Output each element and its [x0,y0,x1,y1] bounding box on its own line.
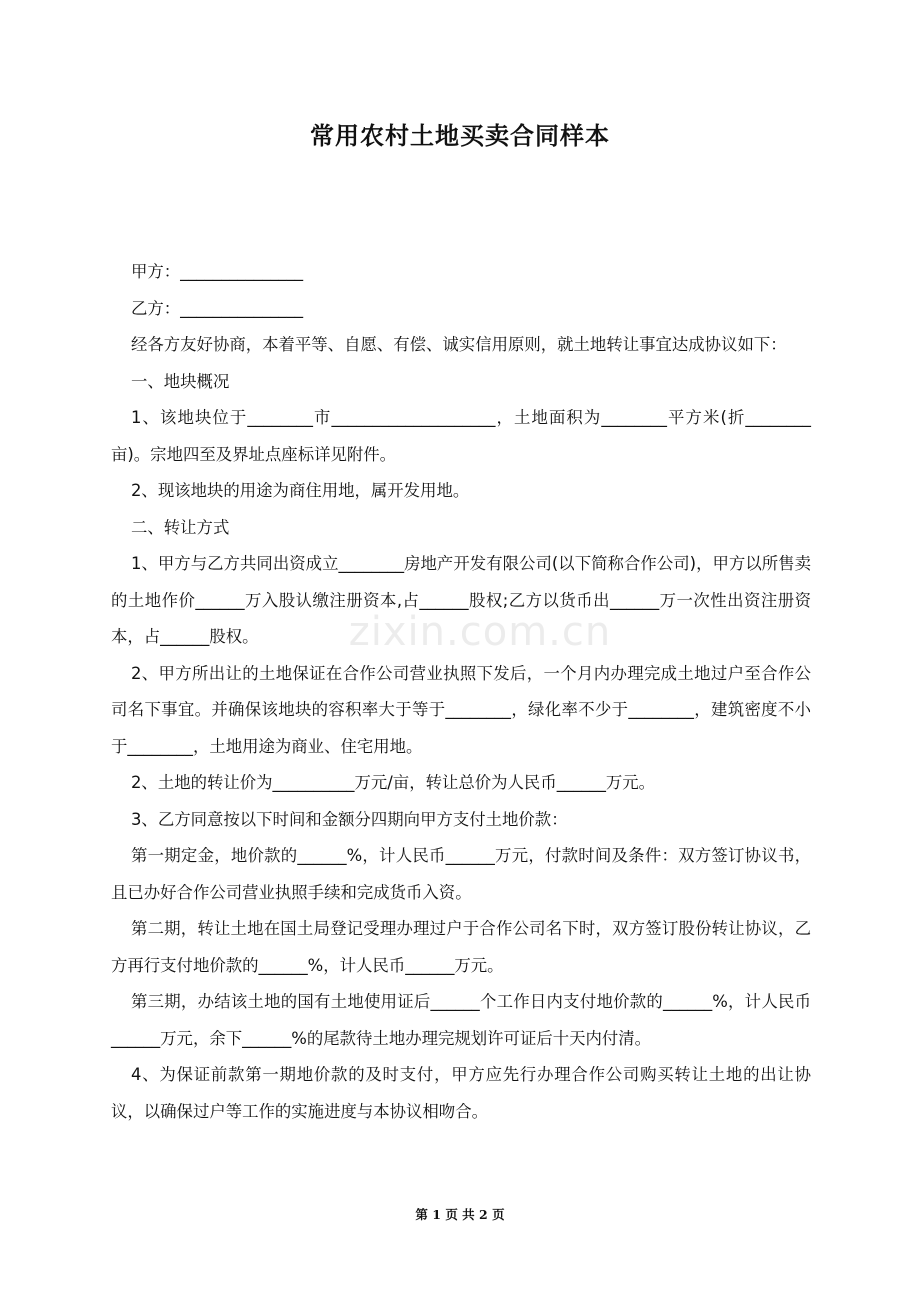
clause-plot-usage: 2、现该地块的用途为商住用地，属开发用地。 [131,481,470,500]
party-a-line: 甲方：_______________ [131,262,304,281]
preamble-paragraph: 经各方友好协商，本着平等、自愿、有偿、诚实信用原则，就土地转让事宜达成协议如下： [131,335,787,354]
section-heading-plot-overview: 一、地块概况 [131,371,230,391]
watermark-text: zixin.com.cn [348,609,612,655]
payment-phase-2: 第二期，转让土地在国土局登记受理办理过户于合作公司名下时，双方签订股份转让协议，乙方再行支付地价款的______%，计人民币______万元。 [111,919,811,975]
clause-plot-location: 1、该地块位于________市____________________，土地面积为________平方米(折________亩)。宗地四至及界址点座标详见附件。 [111,408,811,464]
page-footer: 第 1 页 共 2 页 [415,1207,505,1222]
party-b-line: 乙方：_______________ [131,298,304,318]
document-title: 常用农村土地买卖合同样本 [310,122,610,150]
section-heading-transfer-method: 二、转让方式 [131,517,230,537]
payment-phase-3: 第三期，办结该土地的国有土地使用证后______个工作日内支付地价款的______%，计人民币______万元，余下______%的尾款待土地办理完规划许可证后十天内付清。 [111,992,811,1048]
document-body [111,254,811,1130]
clause-transfer-price: 2、土地的转让价为__________万元/亩，转让总价为人民币______万元。 [131,773,656,792]
clause-joint-company: 1、甲方与乙方共同出资成立________房地产开发有限公司(以下简称合作公司)，甲方以所售卖的土地作价______万入股认缴注册资本,占______股权;乙方以货币出______万一次性出资注册资本，占______股权。 [111,554,811,646]
clause-payment-schedule: 3、乙方同意按以下时间和金额分四期向甲方支付土地价款： [131,809,568,829]
payment-phase-1: 第一期定金，地价款的______%，计人民币______万元，付款时间及条件：双方签订协议书，且已办好合作公司营业执照手续和完成货币入资。 [111,846,811,902]
clause-payment-guarantee: 4、为保证前款第一期地价款的及时支付，甲方应先行办理合作公司购买转让土地的出让协议，以确保过户等工作的实施进度与本协议相吻合。 [111,1065,811,1121]
clause-land-transfer-guarantee: 2、甲方所出让的土地保证在合作公司营业执照下发后，一个月内办理完成土地过户至合作公司名下事宜。并确保该地块的容积率大于等于________，绿化率不少于________，建筑密度不小于________，土地用途为商业、住宅用地。 [111,663,811,756]
